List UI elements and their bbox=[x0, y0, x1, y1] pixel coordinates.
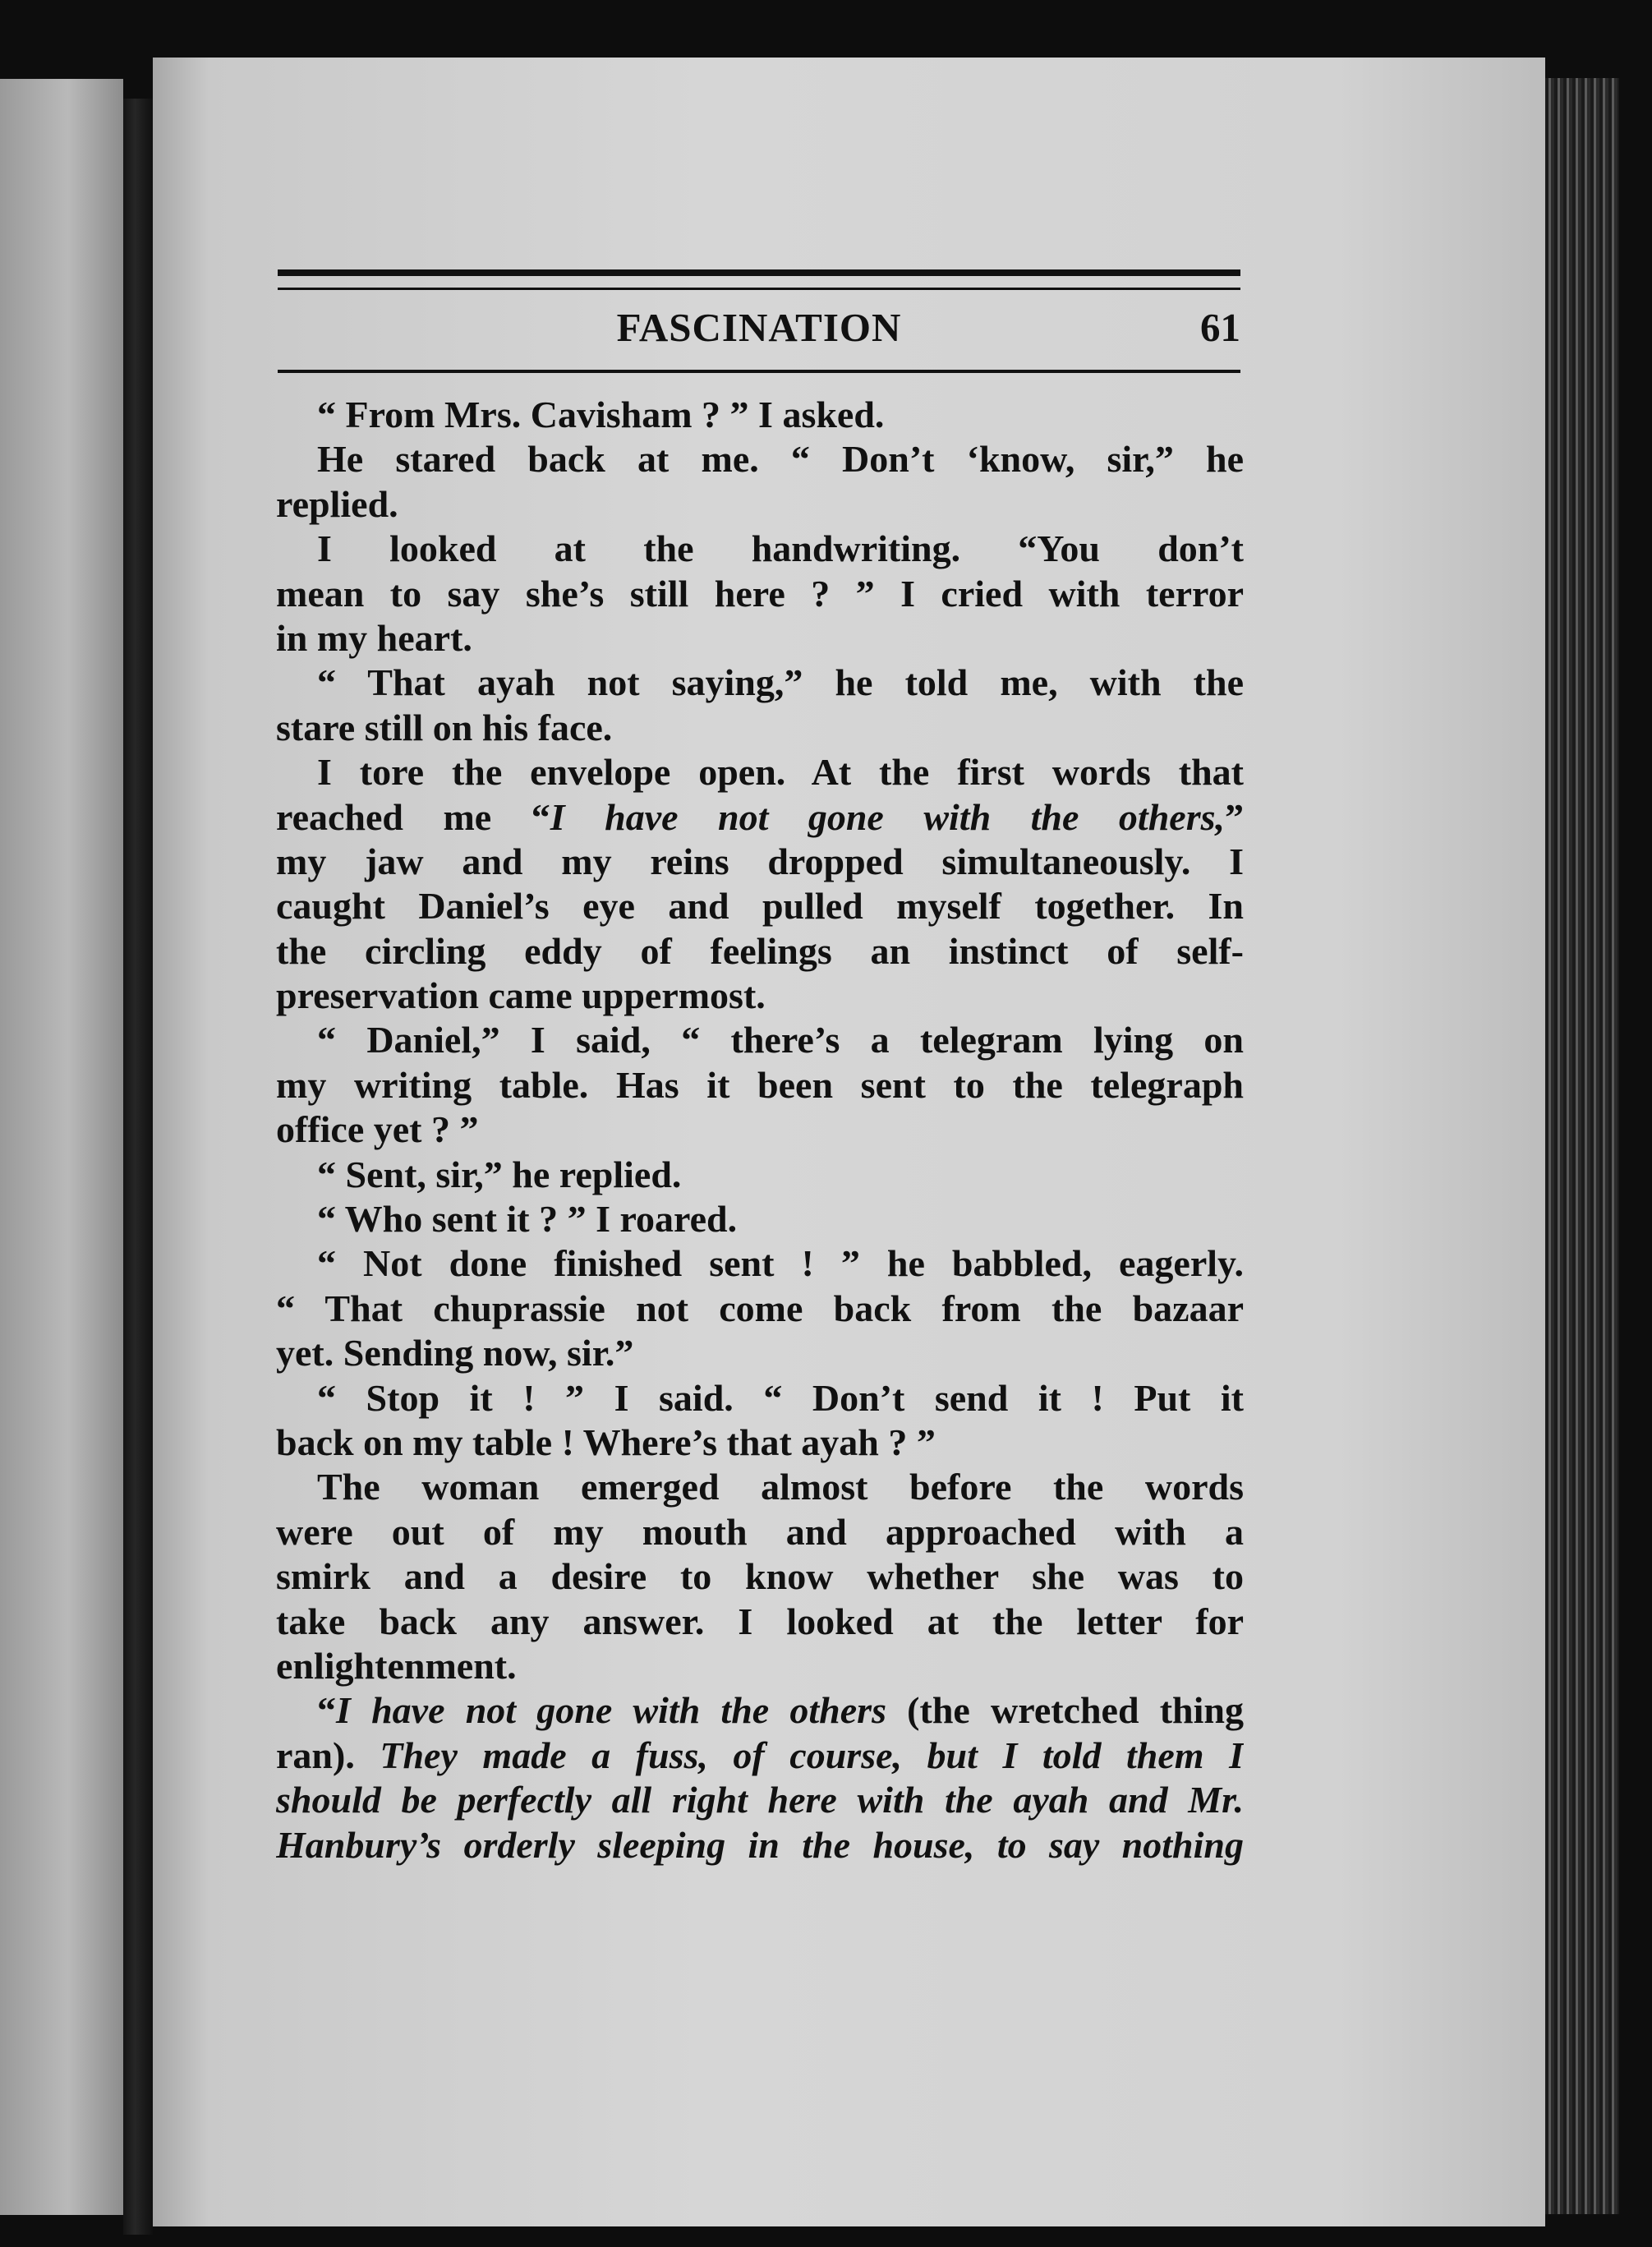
text-line: mean to say she’s still here ? ” I cried with terror bbox=[276, 572, 1244, 615]
text-line: “ Not done finished sent ! ” he babbled, eagerly. bbox=[317, 1242, 1244, 1285]
text-line: were out of my mouth and approached with a bbox=[276, 1510, 1244, 1553]
text-line: enlightenment. bbox=[276, 1644, 517, 1687]
text-line: back on my table ! Where’s that ayah ? ” bbox=[276, 1420, 936, 1463]
text-line: “ That chuprassie not come back from the bazaar bbox=[276, 1287, 1244, 1329]
page-number: 61 bbox=[1200, 305, 1240, 350]
text-line: preservation came uppermost. bbox=[276, 974, 766, 1017]
text-line: Hanbury’s orderly sleeping in the house, to say nothing bbox=[276, 1823, 1244, 1866]
text-line: “I have not gone with the others (the wretched thing bbox=[317, 1689, 1244, 1732]
text-line: should be perfectly all right here with the ayah and Mr. bbox=[276, 1779, 1244, 1821]
text-line: “ Daniel,” I said, “ there’s a telegram lying on bbox=[317, 1019, 1244, 1061]
header-rule-thick bbox=[278, 269, 1240, 276]
running-title: FASCINATION bbox=[616, 305, 902, 350]
text-line: caught Daniel’s eye and pulled myself together. In bbox=[276, 885, 1244, 928]
page-fore-edge bbox=[1545, 78, 1619, 2214]
header-rule-thin bbox=[278, 288, 1240, 290]
text-line: I looked at the handwriting. “You don’t bbox=[317, 527, 1244, 570]
running-head bbox=[278, 304, 1240, 360]
text-line: smirk and a desire to know whether she was to bbox=[276, 1555, 1244, 1598]
left-page-edge bbox=[0, 79, 123, 2215]
text-line: ran). They made a fuss, of course, but I told them I bbox=[276, 1734, 1244, 1776]
text-line: take back any answer. I looked at the letter for bbox=[276, 1600, 1244, 1642]
text-line: my jaw and my reins dropped simultaneously. I bbox=[276, 840, 1244, 882]
header-rule-bottom bbox=[278, 370, 1240, 373]
text-line: the circling eddy of feelings an instinct of self- bbox=[276, 929, 1244, 972]
text-line: “ From Mrs. Cavisham ? ” I asked. bbox=[317, 394, 885, 435]
text-line: reached me “I have not gone with the others,” bbox=[276, 795, 1244, 838]
body-text bbox=[276, 393, 1244, 1867]
text-line: stare still on his face. bbox=[276, 706, 613, 748]
text-line: my writing table. Has it been sent to the telegraph bbox=[276, 1063, 1244, 1106]
text-line: The woman emerged almost before the words bbox=[317, 1466, 1244, 1508]
text-line: “ That ayah not saying,” he told me, with the bbox=[317, 661, 1244, 704]
text-line: yet. Sending now, sir.” bbox=[276, 1332, 634, 1374]
text-line: “ Stop it ! ” I said. “ Don’t send it ! Put it bbox=[317, 1376, 1244, 1419]
text-line: “ Sent, sir,” he replied. bbox=[317, 1153, 682, 1195]
text-line: He stared back at me. “ Don’t ‘know, sir,” he bbox=[317, 438, 1244, 481]
text-line: I tore the envelope open. At the first words that bbox=[317, 751, 1244, 794]
text-line: office yet ? ” bbox=[276, 1108, 479, 1151]
text-line: replied. bbox=[276, 482, 398, 525]
book-gutter bbox=[123, 99, 153, 2235]
text-line: “ Who sent it ? ” I roared. bbox=[317, 1198, 738, 1241]
text-line: in my heart. bbox=[276, 616, 472, 659]
